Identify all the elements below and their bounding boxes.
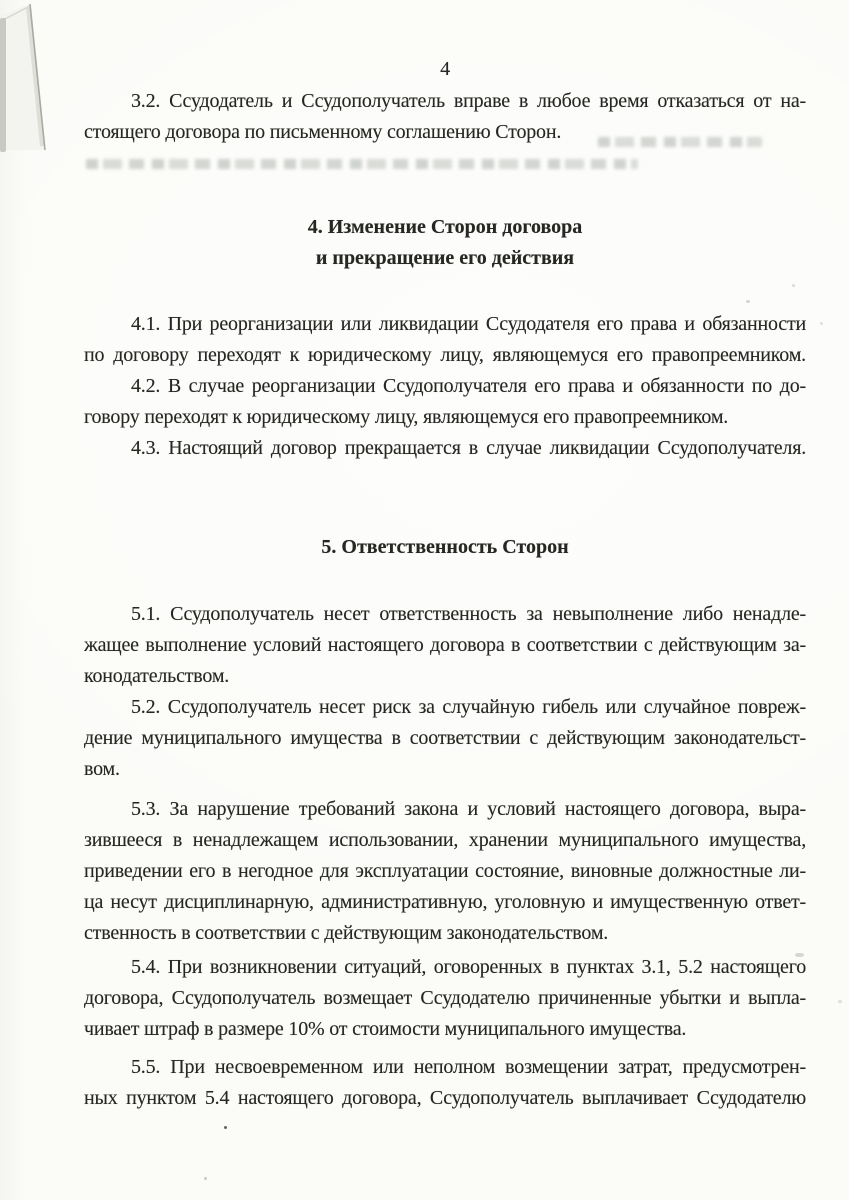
- text-line: ных пунктом 5.4 настоящего договора, Ссудополучатель выплачивает Ссудодателю: [84, 1087, 806, 1109]
- block-p-4-2: [84, 371, 806, 433]
- text-line: 5.3. За нарушение требований закона и условий настоящего договора, выра-: [131, 798, 806, 820]
- heading-line: и прекращение его действия: [315, 247, 575, 269]
- document-text: [84, 0, 806, 1114]
- text-line: 5.4. При возникновении ситуаций, оговоренных в пунктах 3.1, 5.2 настоящего: [131, 956, 806, 978]
- block-p-5-2: [84, 692, 806, 785]
- page-corner-fold-artifact: [0, 0, 64, 170]
- page-edge-shadow: [0, 18, 6, 152]
- text-line: вом.: [84, 758, 120, 780]
- text-line: 4.2. В случае реорганизации Ссудополучателя его права и обязанности по до-: [131, 375, 806, 397]
- text-line: говору переходят к юридическому лицу, являющемуся его правопреемником.: [84, 406, 729, 428]
- text-line: ственность в соответствии с действующим законодательством.: [84, 922, 609, 944]
- heading-line: 4. Изменение Сторон договора: [307, 216, 583, 238]
- text-line: дение муниципального имущества в соответствии с действующим законодательст-: [84, 727, 806, 749]
- block-h-5: [84, 532, 806, 563]
- text-line: 4.3. Настоящий договор прекращается в случае ликвидации Ссудополучателя.: [131, 437, 806, 459]
- text-line: 5.5. При несвоевременном или неполном возмещении затрат, предусмотрен-: [131, 1056, 806, 1078]
- block-h-4: [84, 212, 806, 274]
- page-number-value: 4: [440, 58, 450, 80]
- block-p-5-3: [84, 794, 806, 949]
- text-line: ца несут дисциплинарную, административную, уголовную и имущественную ответ-: [84, 891, 806, 913]
- scan-speckle: [204, 1177, 207, 1180]
- text-line: 3.2. Ссудодатель и Ссудополучатель вправе в любое время отказаться от на-: [131, 90, 806, 112]
- block-p-5-1: [84, 599, 806, 692]
- text-line: конодательством.: [84, 665, 230, 687]
- text-line: зившееся в ненадлежащем использовании, хранении муниципального имущества,: [84, 829, 806, 851]
- text-line: 5.2. Ссудополучатель несет риск за случайную гибель или случайное повреж-: [131, 696, 806, 718]
- scan-speckle: [838, 1000, 842, 1003]
- scan-speckle: [820, 322, 823, 325]
- block-p-5-4: [84, 952, 806, 1045]
- block-p-4-3: [84, 433, 806, 464]
- text-line: чивает штраф в размере 10% от стоимости муниципального имущества.: [84, 1018, 687, 1040]
- scan-speckle: [224, 1126, 227, 1129]
- text-line: приведении его в негодное для эксплуатации состояние, виновные должностные ли-: [84, 860, 806, 882]
- text-line: 4.1. При реорганизации или ликвидации Ссудодателя его права и обязанности: [131, 313, 806, 335]
- block-p-4-1: [84, 309, 806, 371]
- block-p-3-2: [84, 86, 806, 148]
- text-line: жащее выполнение условий настоящего договора в соответствии с действующим за-: [84, 634, 806, 656]
- page-number: [84, 54, 806, 85]
- text-line: по договору переходят к юридическому лицу, являющемуся его правопреемником.: [84, 344, 806, 366]
- text-line: стоящего договора по письменному соглашению Сторон.: [84, 121, 562, 143]
- text-line: 5.1. Ссудополучатель несет ответственность за невыполнение либо ненадле-: [131, 603, 806, 625]
- text-line: договора, Ссудополучатель возмещает Ссудодателю причиненные убытки и выпла-: [84, 987, 806, 1009]
- block-p-5-5: [84, 1052, 806, 1114]
- heading-line: 5. Ответственность Сторон: [321, 536, 569, 558]
